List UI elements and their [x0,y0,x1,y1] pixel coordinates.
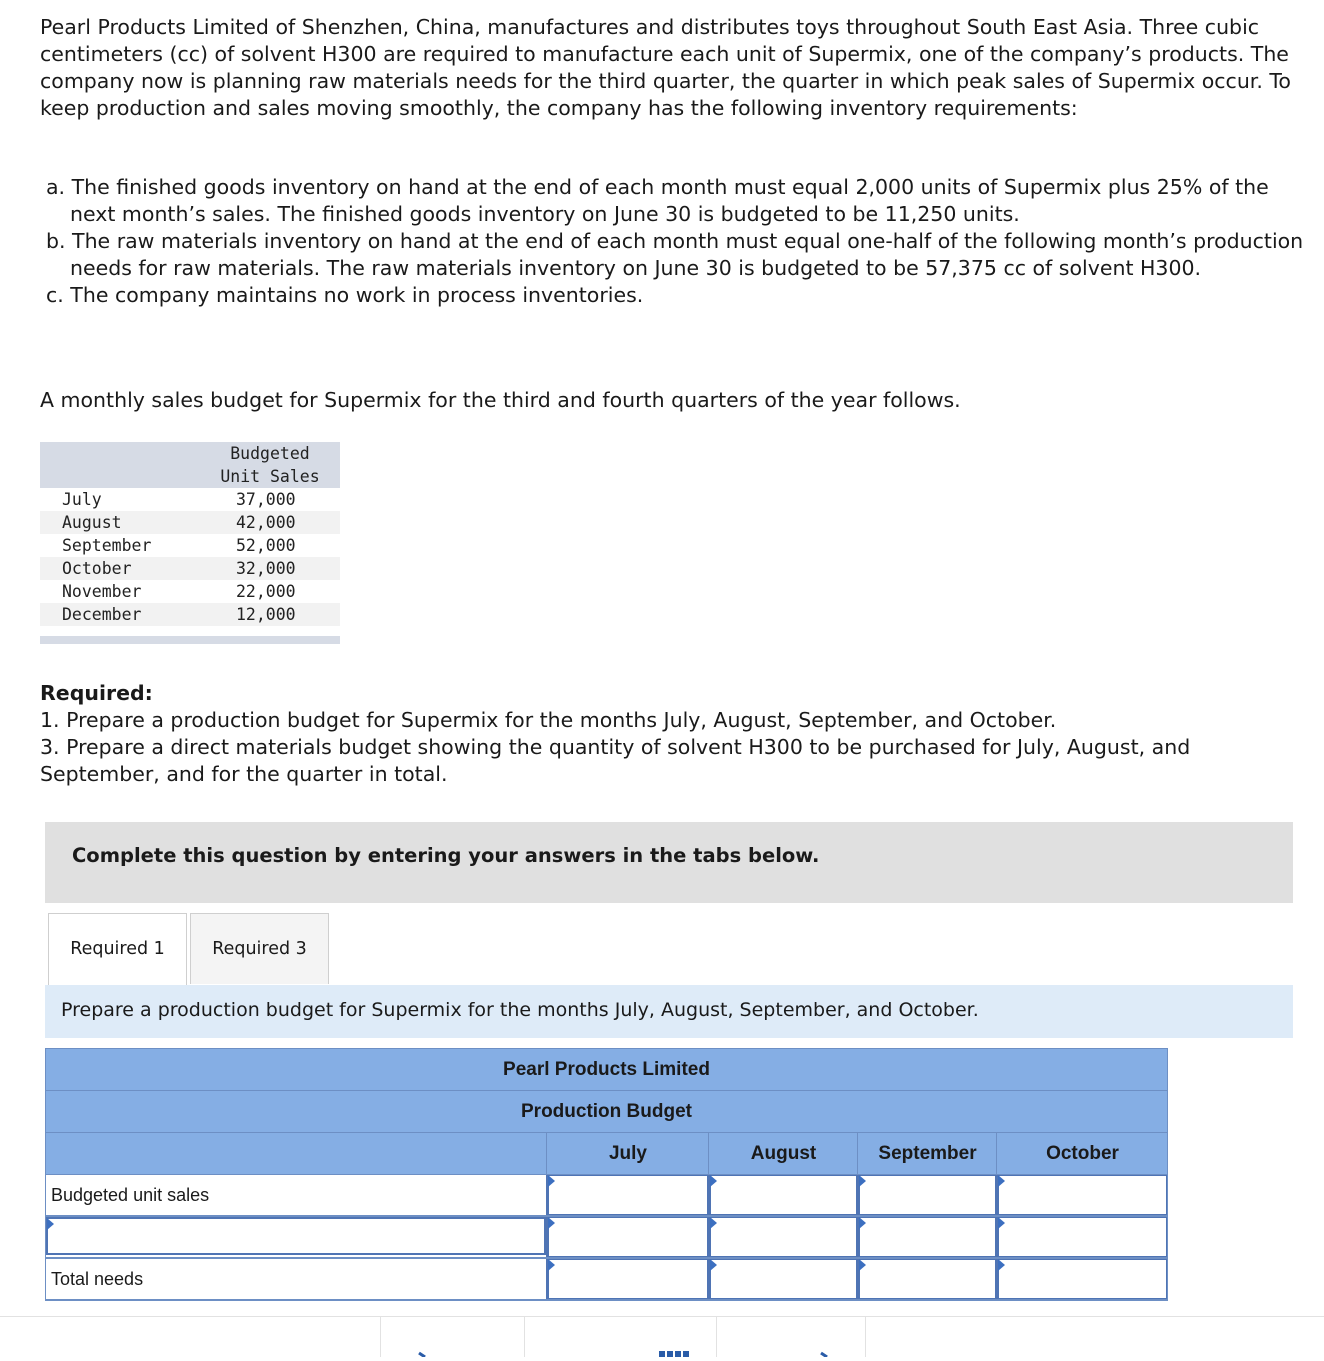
row-label-input[interactable] [47,1218,545,1254]
budget-title: Production Budget [45,1091,1168,1133]
dropdown-marker-icon [998,1175,1005,1187]
budget-row-blank [45,1217,1168,1259]
chevron-right-icon [717,1317,865,1357]
budget-row-total-needs [45,1259,1168,1301]
required-item-3: 3. Prepare a direct materials budget showing the quantity of solvent H300 to be purchased for July, August, and September, and for the quarter in total. [40,735,1191,786]
input-row2-august[interactable] [710,1217,857,1257]
sales-table-header [40,442,340,488]
sales-table-footer-rule [40,626,340,644]
dropdown-marker-icon [859,1259,866,1271]
sales-month: November [62,582,142,601]
sales-value: 22,000 [236,582,296,601]
cell-july [546,1175,708,1215]
tab-required-3[interactable]: Required 3 [190,913,329,984]
column-header-october: October [996,1133,1168,1174]
dropdown-marker-icon [859,1217,866,1229]
grid-icon [525,1317,717,1357]
input-budgeted-sales-august[interactable] [710,1175,857,1215]
budget-row-budgeted-unit-sales [45,1175,1168,1217]
instructions-text: Complete this question by entering your answers in the tabs below. [72,844,820,867]
production-budget-table [45,1048,1168,1301]
row-label-selector [46,1217,546,1255]
input-row2-july[interactable] [548,1217,708,1257]
required-item-1: 1. Prepare a production budget for Supermix for the months July, August, September, and October. [40,708,1057,732]
dropdown-marker-icon [710,1259,717,1271]
sales-value: 12,000 [236,605,296,624]
input-row2-september[interactable] [859,1217,996,1257]
requirement-c: c. The company maintains no work in process inventories. [46,283,644,307]
dropdown-marker-icon [710,1217,717,1229]
cell-july [546,1217,708,1257]
dropdown-marker-icon [998,1217,1005,1229]
input-budgeted-sales-september[interactable] [859,1175,996,1215]
dropdown-marker-icon [548,1175,555,1187]
instructions-banner [45,822,1293,903]
budget-column-headers [45,1133,1168,1175]
row-label: Total needs [51,1269,144,1289]
chevron-left-icon [381,1317,525,1357]
navigation-footer [0,1316,1324,1357]
cell-september [857,1217,996,1257]
sales-value: 37,000 [236,490,296,509]
input-budgeted-sales-october[interactable] [998,1175,1167,1215]
input-budgeted-sales-july[interactable] [548,1175,708,1215]
sales-header-line2: Unit Sales [220,467,320,486]
required-section [40,680,1300,788]
dropdown-marker-icon [548,1217,555,1229]
budget-company-name: Pearl Products Limited [45,1048,1168,1091]
input-total-needs-july[interactable] [548,1259,708,1299]
tab-required-1[interactable]: Required 1 [48,913,187,986]
sales-budget-table [40,442,340,644]
cell-october [996,1259,1167,1299]
cell-september [857,1259,996,1299]
input-total-needs-october[interactable] [998,1259,1167,1299]
requirement-a: a. The finished goods inventory on hand at the end of each month must equal 2,000 units of Supermix plus 25% of the next month’s sales. The finished goods inventory on June 30 is budgeted to be 11,250 units. [46,175,1269,226]
cell-august [708,1175,857,1215]
sales-month: August [62,513,122,532]
prev-button[interactable] [380,1317,525,1357]
sales-month: July [62,490,102,509]
answer-tabs [45,913,1293,986]
sales-row [40,557,340,580]
input-total-needs-september[interactable] [859,1259,996,1299]
sales-row [40,534,340,557]
input-row2-october[interactable] [998,1217,1167,1257]
dropdown-marker-icon [710,1175,717,1187]
column-header-september: September [857,1133,997,1174]
cell-august [708,1217,857,1257]
sales-value: 42,000 [236,513,296,532]
sales-month: September [62,536,152,555]
dropdown-marker-icon [548,1259,555,1271]
column-header-july: July [546,1133,709,1174]
column-header-august: August [708,1133,858,1174]
dropdown-marker-icon [859,1175,866,1187]
cell-october [996,1175,1167,1215]
cell-october [996,1217,1167,1257]
cell-august [708,1259,857,1299]
next-button[interactable] [716,1317,866,1357]
dropdown-marker-icon [998,1259,1005,1271]
question-navigator-button[interactable] [524,1317,717,1357]
sales-value: 32,000 [236,559,296,578]
input-total-needs-august[interactable] [710,1259,857,1299]
tab-prompt [45,985,1293,1038]
sales-month: October [62,559,132,578]
required-title: Required: [40,681,153,705]
dropdown-marker-icon [47,1218,54,1230]
problem-intro: Pearl Products Limited of Shenzhen, China, manufactures and distributes toys throughout South East Asia. Three cubic centimeters (cc) of solvent H300 are required to manufacture each unit of Supermix, one of the company’s products. The company now is planning raw materials needs for the third quarter, the quarter in which peak sales of Supermix occur. To keep production and sales moving smoothly, the company has the following inventory requirements: [40,15,1291,120]
sales-budget-intro: A monthly sales budget for Supermix for the third and fourth quarters of the year follows. [40,388,961,412]
requirement-b: b. The raw materials inventory on hand at the end of each month must equal one-half of the following month’s production needs for raw materials. The raw materials inventory on June 30 is budgeted to be 57,375 cc of solvent H300. [46,229,1304,280]
sales-value: 52,000 [236,536,296,555]
sales-row [40,580,340,603]
sales-row [40,511,340,534]
row-label: Budgeted unit sales [51,1185,210,1205]
sales-row [40,488,340,511]
sales-row [40,603,340,626]
cell-july [546,1259,708,1299]
inventory-requirements [46,174,1306,309]
cell-september [857,1175,996,1215]
tab-prompt-text: Prepare a production budget for Supermix for the months July, August, September, and October. [61,999,979,1021]
sales-month: December [62,605,142,624]
sales-header-line1: Budgeted [230,444,310,463]
